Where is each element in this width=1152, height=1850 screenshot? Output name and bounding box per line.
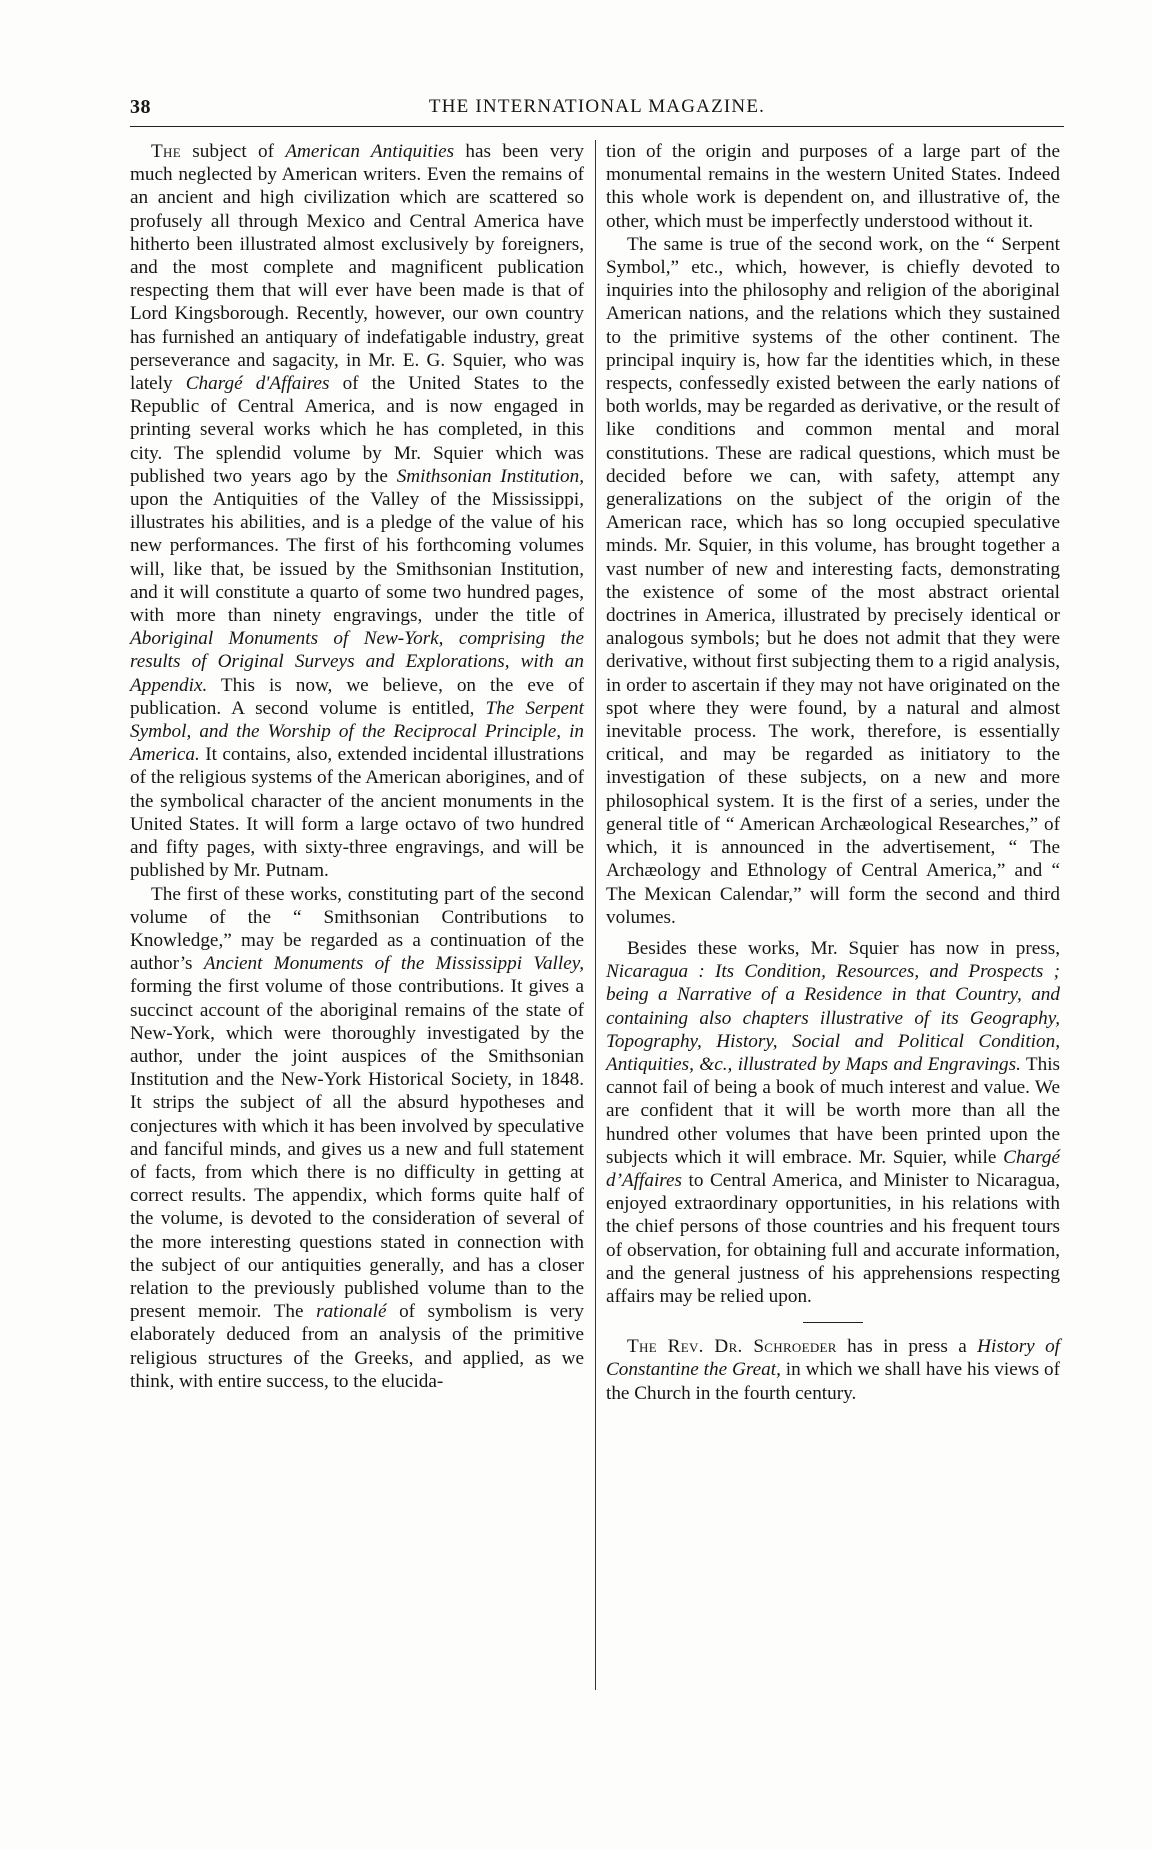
paragraph-serpent-symbol [606,233,1060,929]
text-run: This cannot fail of being a book of much interest and value. We are confident that it will be worth more than all the hundred other volumes that have been printed upon the subjects which it will embrace. Mr. Squier, while [606,1053,1061,1168]
paragraph-continuation [606,140,1060,233]
paragraph-nicaragua [606,937,1060,1308]
text-run: of symbolism is very elaborately deduced from an analysis of the primitive religious structures of the Greeks, and applied, as we think, with entire success, to the elucida- [130,1301,584,1392]
text-run: of the United States to the Republic of Central America, and is now engaged in printing several works which he has completed, in this city. The splendid volume by Mr. Squier which was published two years ago by the [130,373,584,487]
text-run: has been very much neglected by American writers. Even the remains of an ancient and high civilization which are scattered so profusely all through Mexico and Central America have hitherto been illustrated almost exclusively by foreigners, and the most complete and magnificent publication respecting them that will ever have been made is that of Lord Kingsborough. Recently, however, our own country has furnished an antiquary of indefatigable industry, great perseverance and sagacity, in Mr. E. G. Squier, who was lately [130,141,584,395]
running-title: THE INTERNATIONAL MAGAZINE. [428,96,766,117]
text-run: This is now, we believe, on the eve of publication. A second volume is entitled, [130,674,584,719]
italic-term: rationalé [316,1301,387,1323]
italic-title: Nicaragua : Its Condition, Resources, and Prospects ; being a Narrative of a Residence in that Country, and containing also chapters illustrative of its Geography, Topography, History, Social and Political Condition, Antiquities, &c., illustrated by Maps and Engravings. [606,961,1060,1075]
page-number: 38 [130,96,151,118]
italic-title: History of Constantine the Great, [606,1336,1060,1381]
text-run: The same is true of the second work, on the “ Serpent Symbol,” etc., which, however, is chiefly devoted to inquiries into the philosophy and religion of the aboriginal American nations, and the relations which they sustained to the primitive systems of the other continent. The principal inquiry is, how far the identities which, in these respects, confessedly existed between the early nations of both worlds, may be regarded as derivative, or the result of like conditions and common mental and moral constitutions. These are radical questions, which must be decided before we can, with safety, attempt any generalizations on the subject of the origin of the American race, which has so long occupied speculative minds. Mr. Squier, in this volume, has brought together a vast number of new and interesting facts, demonstrating the existence of some of the most abstract oriental doctrines in America, illustrated by precisely identical or analogous symbols; but he does not admit that they were derivative, without first subjecting them to a rigid analysis, in order to ascertain if they may not have originated on the spot where they were found, by a natural and almost inevitable process. The work, therefore, is essentially critical, and may be regarded as initiatory to the investigation of these subjects, on a new and more philosophical system. It is the first of a series, under the general title of “ American Archæological Researches,” of which, it is announced in the advertisement, “ The Archæology and Ethnology of Central America,” and “ The Mexican Calendar,” will form the second and third volumes. [606,233,1060,928]
text-run: in which we shall have his views of the Church in the fourth century. [606,1359,1060,1404]
italic-title: Chargé d'Affaires [185,373,330,395]
header-rule [130,126,1064,127]
page-header [130,96,1064,130]
italic-title: The Serpent Symbol, and the Worship of the Reciprocal Principle, in America. [130,697,584,766]
text-run: It contains, also, extended incidental illustrations of the religious systems of the American aborigines, and of the symbolical character of the ancient monuments in the United States. It will form a large octavo of two hundred and fifty pages, with sixty-three engravings, and will be published by Mr. Putnam. [130,744,584,882]
text-run: tion of the origin and purposes of a large part of the monumental remains in the western United States. Indeed this whole work is dependent on, and illustrative of, the other, which must be imperfectly understood without it. [606,141,1060,232]
italic-title: Ancient Monuments of the Mississippi Valley, [203,953,584,975]
italic-title: Smithsonian Institution, [396,465,584,487]
text-run: upon the Antiquities of the Valley of the Mississippi, illustrates his abilities, and is a pledge of the value of his new performances. The first of his forthcoming volumes will, like that, be issued by the Smithsonian Institution, and it will constitute a quarto of some two hundred pages, with more than ninety engravings, under the title of [130,489,584,627]
text-run: has in press a [836,1336,978,1358]
text-run: Besides these works, Mr. Squier has now in press, [627,937,1060,959]
lead-word: The [151,141,181,162]
italic-title: Aboriginal Monuments of New-York, comprising the results of Original Surveys and Explorations, with an Appendix. [130,628,584,696]
column-divider [595,140,596,1690]
right-column [606,140,1060,1405]
lead-name: The Rev. Dr. Schroeder [627,1336,837,1358]
paragraph-first-work [130,883,584,1393]
italic-title: American Antiquities [285,141,455,162]
section-divider-rule [803,1322,863,1323]
paragraph-american-antiquities [130,140,584,883]
text-run: The first of these works, constituting part of the second volume of the “ Smithsonian Contributions to Knowledge,” may be regarded as a continuation of the author’s [130,883,584,975]
left-column [130,140,584,1393]
italic-title: Chargé d’Affaires [606,1146,1060,1191]
text-run: forming the first volume of those contributions. It gives a succinct account of the aboriginal remains of the state of New-York, which were thoroughly investigated by the author, under the joint auspices of the Smithsonian Institution and the New-York Historical Society, in 1848. It strips the subject of all the absurd hypotheses and conjectures with which it has been involved by speculative and fanciful minds, and gives us a new and full statement of facts, from which there is no difficulty in getting at correct results. The appendix, which forms quite half of the volume, is devoted to the consideration of several of the more interesting questions stated in connection with the subject of our antiquities generally, and has a closer relation to the previously published volume than to the present memoir. The [130,976,584,1323]
paragraph-schroeder [606,1335,1060,1405]
text-run: subject of [180,141,286,162]
text-run: to Central America, and Minister to Nicaragua, enjoyed extraordinary opportunities, in his relations with the chief persons of those countries and his frequent tours of observation, for obtaining full and accurate information, and the general justness of his apprehensions respecting affairs may be relied upon. [606,1169,1060,1307]
